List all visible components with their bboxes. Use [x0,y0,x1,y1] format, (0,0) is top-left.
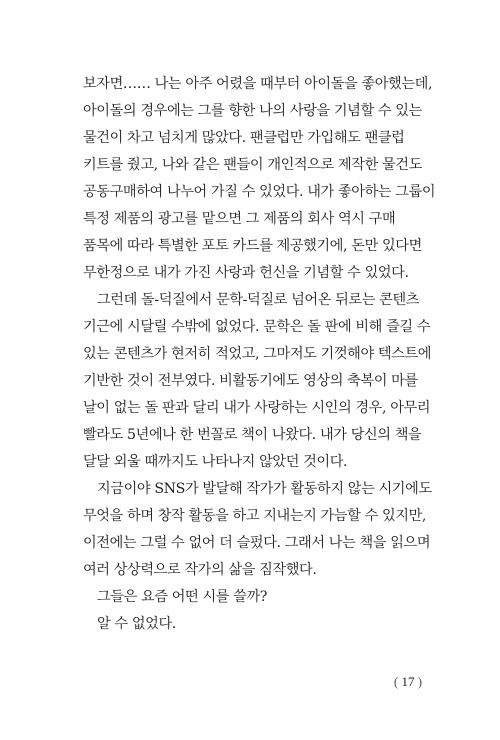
page-number-right-bracket: ) [417,674,423,689]
text-line: 있는 콘텐츠가 현저히 적었고, 그마저도 기껏해야 텍스트에 [83,346,432,362]
text-line: 특정 제품의 광고를 맡으면 그 제품의 회사 역시 구매 [83,211,396,227]
text-line: 이전에는 그럴 수 없어 더 슬펐다. 그래서 나는 책을 읽으며 [83,535,431,551]
text-line: 그런데 돌-덕질에서 문학-덕질로 넘어온 뒤로는 콘텐츠 [97,292,420,308]
body-text [83,71,459,638]
text-line: 아이돌의 경우에는 그를 향한 나의 사랑을 기념할 수 있는 [83,103,422,119]
text-line: 날이 없는 돌 판과 달리 내가 사랑하는 시인의 경우, 아무리 [83,400,431,416]
text-line: 알 수 없었다. [97,616,176,632]
text-line: 물건이 차고 넘치게 많았다. 팬클럽만 가입해도 팬클럽 [83,130,405,146]
text-line: 공동구매하여 나누어 가질 수 있었다. 내가 좋아하는 그룹이 [83,184,436,200]
text-line: 기근에 시달릴 수밖에 없었다. 문학은 돌 판에 비해 즐길 수 [83,319,431,335]
text-line: 달달 외울 때까지도 나타나지 않았던 것이다. [83,454,348,470]
text-line: 품목에 따라 특별한 포토 카드를 제공했기에, 돈만 있다면 [83,238,422,254]
text-line: 지금이야 SNS가 발달해 작가가 활동하지 않는 시기에도 [97,481,432,497]
text-line: 보자면…… 나는 아주 어렸을 때부터 아이돌을 좋아했는데, [83,76,433,92]
page-number-value: 17 [401,674,415,689]
text-line: 무한정으로 내가 가진 사랑과 헌신을 기념할 수 있었다. [83,265,409,281]
text-line: 기반한 것이 전부였다. 비활동기에도 영상의 축복이 마를 [83,373,418,389]
text-line: 그들은 요즘 어떤 시를 쓸까? [97,589,268,605]
page-number [383,674,433,690]
text-line: 빨라도 5년에나 한 번꼴로 책이 나왔다. 내가 당신의 책을 [83,427,422,443]
text-line: 무엇을 하며 창작 활동을 하고 지내는지 가늠할 수 있지만, [83,508,427,524]
text-line: 키트를 줬고, 나와 같은 팬들이 개인적으로 제작한 물건도 [83,157,422,173]
text-line: 여러 상상력으로 작가의 삶을 짐작했다. [83,562,317,578]
page-number-left-bracket: ( [393,674,399,689]
